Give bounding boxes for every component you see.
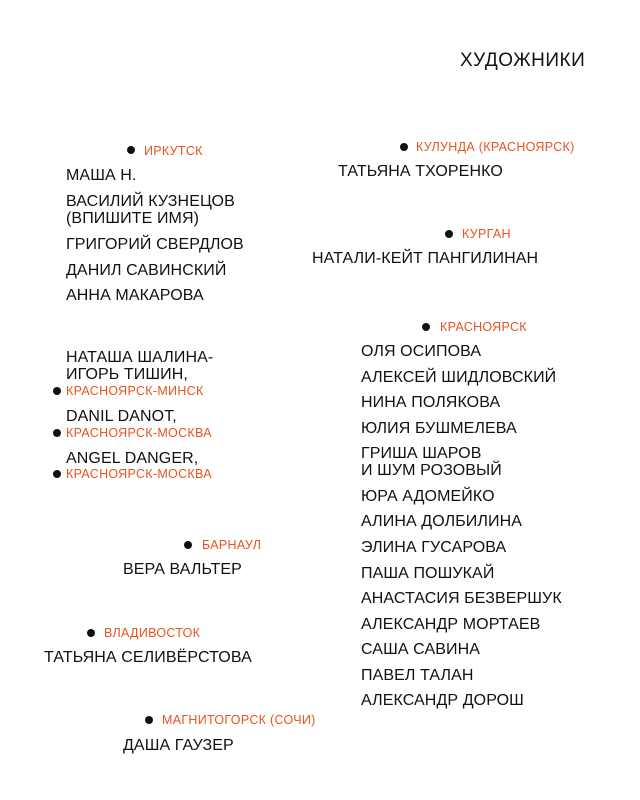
artist-name: ТАТЬЯНА ТХОРЕНКО bbox=[338, 163, 503, 180]
artist-name: АЛЕКСАНДР МОРТАЕВ bbox=[361, 616, 541, 633]
artist-name: ЮЛИЯ БУШМЕЛЕВА bbox=[361, 420, 517, 437]
artist-name: АЛЕКСАНДР ДОРОШ bbox=[361, 692, 524, 709]
artist-name: ГРИША ШАРОВ bbox=[361, 445, 482, 462]
artist-name: ВАСИЛИЙ КУЗНЕЦОВ bbox=[66, 193, 235, 210]
city-marker-dot bbox=[53, 470, 61, 478]
city-label-vladivostok: ВЛАДИВОСТОК bbox=[104, 626, 201, 640]
city-label-krasnoyarsk-minsk: КРАСНОЯРСК-МИНСК bbox=[66, 384, 204, 398]
city-label-krasnoyarsk: КРАСНОЯРСК bbox=[440, 320, 527, 334]
artist-name: МАША Н. bbox=[66, 167, 137, 184]
city-label-barnaul: БАРНАУЛ bbox=[202, 538, 262, 552]
artist-name: ДАНИЛ САВИНСКИЙ bbox=[66, 262, 227, 279]
city-marker-dot bbox=[400, 143, 408, 151]
artist-name: ИГОРЬ ТИШИН, bbox=[66, 366, 188, 383]
artist-name: САША САВИНА bbox=[361, 641, 481, 658]
city-label-irkutsk: ИРКУТСК bbox=[144, 144, 203, 158]
artist-name: АНАСТАСИЯ БЕЗВЕРШУК bbox=[361, 590, 562, 607]
city-marker-dot bbox=[422, 323, 430, 331]
city-marker-dot bbox=[145, 716, 153, 724]
artist-name: ЮРА АДОМЕЙКО bbox=[361, 488, 495, 505]
city-label-krasnoyarsk-moscow: КРАСНОЯРСК-МОСКВА bbox=[66, 467, 212, 481]
city-label-kulunda: КУЛУНДА (КРАСНОЯРСК) bbox=[416, 140, 575, 154]
city-label-krasnoyarsk-moscow: КРАСНОЯРСК-МОСКВА bbox=[66, 426, 212, 440]
city-label-kurgan: КУРГАН bbox=[462, 227, 511, 241]
artist-name: ТАТЬЯНА СЕЛИВЁРСТОВА bbox=[44, 649, 252, 666]
artist-name: (ВПИШИТЕ ИМЯ) bbox=[66, 210, 200, 227]
artist-name: НИНА ПОЛЯКОВА bbox=[361, 394, 501, 411]
artist-name: НАТАША ШАЛИНА- bbox=[66, 349, 214, 366]
artist-name: ОЛЯ ОСИПОВА bbox=[361, 343, 482, 360]
artist-name: ДАША ГАУЗЕР bbox=[123, 737, 234, 754]
artist-name: АННА МАКАРОВА bbox=[66, 287, 204, 304]
artist-name: ВЕРА ВАЛЬТЕР bbox=[123, 561, 242, 578]
page-title: ХУДОЖНИКИ bbox=[460, 50, 586, 71]
city-marker-dot bbox=[445, 230, 453, 238]
city-label-magnitogorsk: МАГНИТОГОРСК (СОЧИ) bbox=[162, 713, 316, 727]
city-marker-dot bbox=[184, 541, 192, 549]
artist-name: ПАША ПОШУКАЙ bbox=[361, 565, 495, 582]
city-marker-dot bbox=[53, 429, 61, 437]
artist-name: ANGEL DANGER, bbox=[66, 450, 199, 467]
artist-name: DANIL DANOT, bbox=[66, 408, 177, 425]
city-marker-dot bbox=[53, 387, 61, 395]
artist-name: ЭЛИНА ГУСАРОВА bbox=[361, 539, 507, 556]
artist-name: И ШУМ РОЗОВЫЙ bbox=[361, 462, 502, 479]
artist-name: НАТАЛИ-КЕЙТ ПАНГИЛИНАН bbox=[312, 250, 539, 267]
city-marker-dot bbox=[127, 146, 135, 154]
artist-name: ГРИГОРИЙ СВЕРДЛОВ bbox=[66, 236, 244, 253]
city-marker-dot bbox=[87, 629, 95, 637]
artist-name: АЛЕКСЕЙ ШИДЛОВСКИЙ bbox=[361, 369, 557, 386]
artist-name: АЛИНА ДОЛБИЛИНА bbox=[361, 513, 523, 530]
artist-name: ПАВЕЛ ТАЛАН bbox=[361, 667, 474, 684]
